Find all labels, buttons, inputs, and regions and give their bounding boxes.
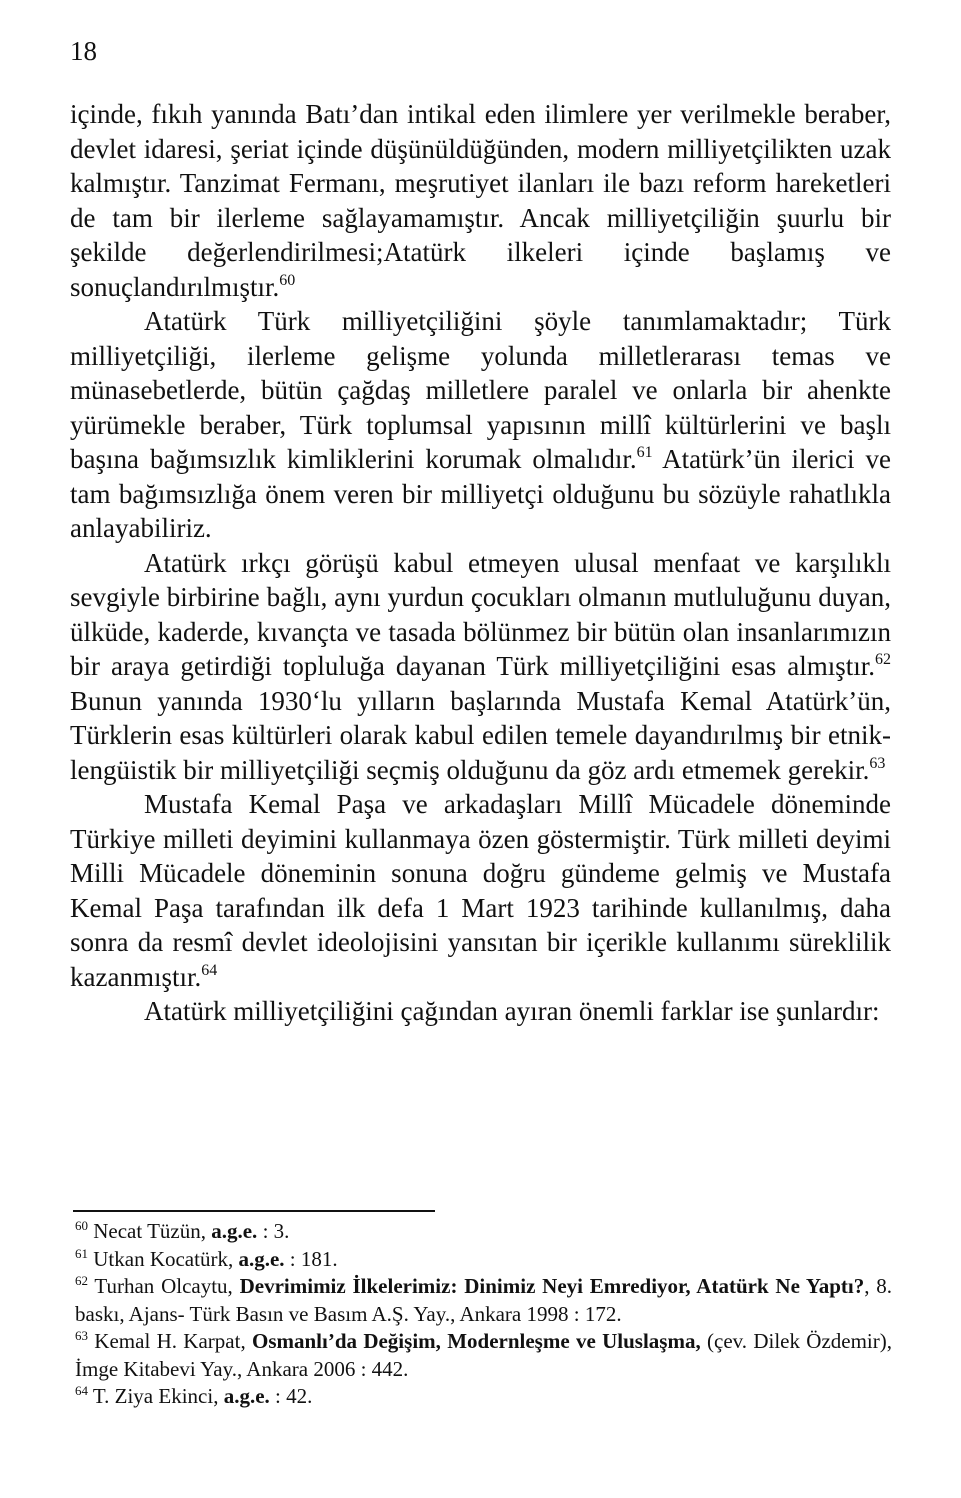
footnotes <box>75 1218 892 1411</box>
paragraph-3 <box>70 546 891 788</box>
footnote-number: 63 <box>75 1328 88 1343</box>
paragraph-3-text-b: Bunun yanında 1930‘lu yılların başlarında Mustafa Kemal Atatürk’ün, Türklerin esas kültürleri olarak kabul edilen temele dayandırılmış bir etnik-lengüistik bir milliyetçiliği seçmiş olduğunu da göz ardı etmemek gerekir. <box>70 685 891 785</box>
footnote-number: 62 <box>75 1273 88 1288</box>
footnote-author: Turhan Olcaytu, <box>88 1274 240 1298</box>
paragraph-4 <box>70 787 891 994</box>
footnote-author: T. Ziya Ekinci, <box>88 1384 224 1408</box>
paragraph-1-text: içinde, fıkıh yanında Batı’dan intikal eden ilimlere yer verilmekle beraber, devlet idaresi, şeriat içinde düşünüldüğünden, modern milliyetçilikten uzak kalmıştır. Tanzimat Fermanı, meşrutiyet ilanları ile bazı reform hareketleri de tam bir ilerleme sağlayamamıştır. Ancak milliyetçiliğin şuurlu bir şekilde değerlendirilmesi;Atatürk ilkeleri içinde başlamış ve sonuçlandırılmıştır. <box>70 99 891 302</box>
footnote-author: Utkan Kocatürk, <box>88 1246 239 1271</box>
footnote-title: a.g.e. <box>223 1384 270 1408</box>
footnote-title: Osmanlı’da Değişim, Modernleşme ve Uluslaşma, <box>252 1329 701 1353</box>
footnote-author: Kemal H. Karpat, <box>88 1329 252 1353</box>
footnote-ref-61: 61 <box>636 444 653 461</box>
footnote-64 <box>75 1383 892 1411</box>
paragraph-4-text: Mustafa Kemal Paşa ve arkadaşları Millî Mücadele döneminde Türkiye milleti deyimini kullanmaya özen göstermiştir. Türk milleti deyimi Milli Mücadele döneminin sonuna doğru gündeme gelmiş ve Mustafa Kemal Paşa tarafından ilk defa 1 Mart 1923 tarihinde kullanılmış, daha sonra da resmî devlet ideolojisini yansıtan bir içerikle kullanımı süreklilik kazanmıştır. <box>70 789 891 992</box>
footnote-title: a.g.e. <box>238 1246 285 1271</box>
footnote-title: a.g.e. <box>211 1219 258 1243</box>
footnote-number: 60 <box>75 1218 88 1233</box>
footnote-rest: : 181. <box>284 1246 338 1271</box>
paragraph-2-text-b: Atatürk’ün ilerici ve tam bağımsızlığa önem veren bir milliyetçi olduğunu bu sözüyle rahatlıkla anlayabiliriz. <box>70 444 891 543</box>
footnote-62 <box>75 1273 892 1328</box>
footnote-ref-63: 63 <box>869 754 886 772</box>
footnote-author: Necat Tüzün, <box>88 1219 212 1243</box>
footnote-rest: : 3. <box>257 1219 290 1243</box>
footnote-ref-60: 60 <box>279 271 296 289</box>
footnote-ref-64: 64 <box>201 961 218 979</box>
paragraph-5-text: Atatürk milliyetçiliğini çağından ayıran önemli farklar ise şunlardır: <box>144 996 880 1026</box>
footnote-rest: : 42. <box>269 1384 313 1408</box>
footnote-number: 64 <box>75 1383 88 1398</box>
paragraph-5 <box>70 994 891 1029</box>
footnote-61 <box>75 1246 892 1274</box>
footnote-63 <box>75 1328 892 1383</box>
footnote-rest: , 8. baskı, Ajans- Türk Basın ve Basım A.Ş. Yay., Ankara 1998 : 172. <box>75 1274 893 1326</box>
paragraph-2-text-a: Atatürk Türk milliyetçiliğini şöyle tanımlamaktadır; Türk milliyetçiliği, ilerleme gelişme yolunda milletlerarası temas ve münasebetlerde, bütün çağdaş milletlere paralel ve onlarla bir ahenkte yürümekle beraber, Türk toplumsal yapısının millî kültürlerini ve başlı başına bağımsızlık kimliklerini korumak olmalıdır. <box>70 306 891 474</box>
paragraph-2 <box>70 304 891 546</box>
footnote-rest: (çev. Dilek Özdemir), İmge Kitabevi Yay., Ankara 2006 : 442. <box>75 1329 893 1381</box>
footnote-60 <box>75 1218 892 1246</box>
footnote-ref-62: 62 <box>875 651 891 668</box>
paragraph-1 <box>70 97 891 304</box>
main-text <box>70 97 891 1029</box>
footnote-divider <box>73 1210 435 1212</box>
footnote-number: 61 <box>75 1245 88 1261</box>
paragraph-3-text-a: Atatürk ırkçı görüşü kabul etmeyen ulusal menfaat ve karşılıklı sevgiyle birbirine bağlı, aynı yurdun çocukları olmanın mutluluğunu duyan, ülküde, kaderde, kıvançta ve tasada bölünmez bir bütün olan insanlarımızın bir araya getirdiği topluluğa dayanan Türk milliyetçiliğini esas almıştır. <box>70 547 891 681</box>
page-number: 18 <box>70 36 97 66</box>
footnote-title: Devrimimiz İlkelerimiz: Dinimiz Neyi Emrediyor, Atatürk Ne Yaptı? <box>239 1274 865 1298</box>
